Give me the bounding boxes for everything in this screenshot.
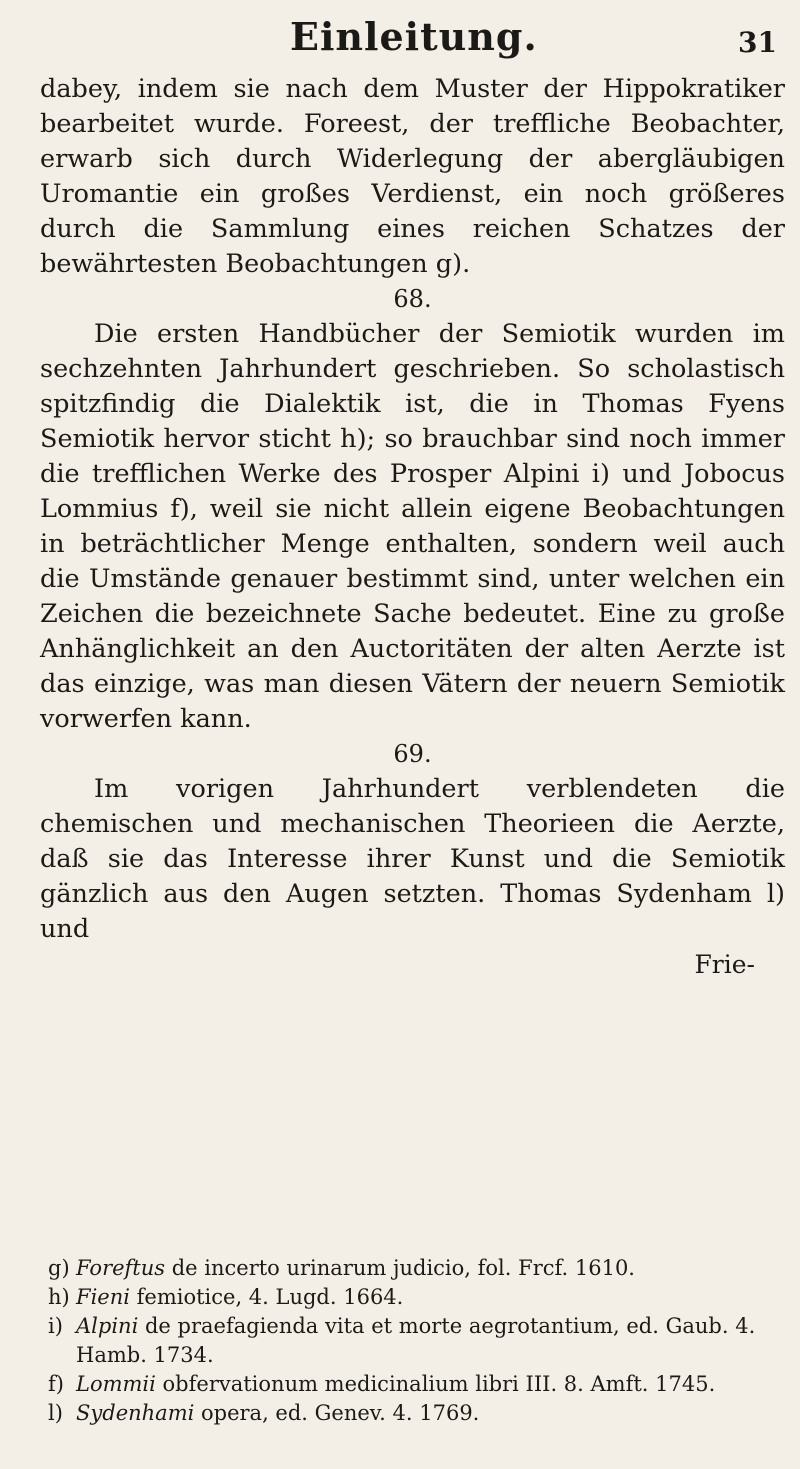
footnote-text: opera, ed. Genev. 4. 1769. [194,1401,480,1425]
footnote-mark: h) [48,1285,70,1309]
footnote-author: Alpini [76,1314,139,1338]
section-number-68: 68. [393,285,432,313]
footnote-text: de incerto urinarum judicio, fol. Frcf. 1610. [165,1256,635,1280]
footnote [48,1312,788,1370]
footnote-author: Sydenhami [76,1401,195,1425]
footnote-text: femiotice, 4. Lugd. 1664. [129,1285,404,1309]
footnote-mark: g) [48,1256,70,1280]
footnotes [48,1254,788,1428]
footnote-text: obfervationum medicinalium libri III. 8. Amft. 1745. [155,1372,716,1396]
paragraph-68: Die ersten Handbücher der Semiotik wurden im sechzehnten Jahrhundert geschrieben. So scholastisch spitzfindig die Dialektik ist, die in Thomas Fyens Semiotik hervor sticht h); so brauchbar sind noch immer die trefflichen Werke des Prosper Alpini i) und Jobocus Lommius f), weil sie nicht allein eigene Beobachtungen in beträchtlicher Menge enthalten, sondern weil auch die Umstände genauer bestimmt sind, unter welchen ein Zeichen die bezeichnete Sache bedeutet. Eine zu große Anhänglichkeit an den Auctoritäten der alten Aerzte ist das einzige, was man diesen Vätern der neuern Semiotik vorwerfen kann. [40,319,785,734]
footnote [48,1283,788,1312]
paragraph-69: Im vorigen Jahrhundert verblendeten die chemischen und mechanischen Theorieen die Aerzte, daß sie das Interesse ihrer Kunst und die Semiotik gänzlich aus den Augen setzten. Thomas Sydenham l) und [40,774,785,944]
footnote-mark: i) [48,1314,63,1338]
footnote-text: de praefagienda vita et morte aegrotantium, ed. Gaub. 4. Hamb. 1734. [76,1314,756,1367]
chapter-title: Einleitung. [290,14,538,59]
footnote-author: Foreftus [76,1256,166,1280]
running-head [0,10,800,70]
footnote-mark: f) [48,1372,64,1396]
footnote-author: Lommii [76,1372,156,1396]
section-number-69: 69. [393,740,432,768]
footnote-mark: l) [48,1401,63,1425]
footnote [48,1254,788,1283]
page-number: 31 [738,26,777,59]
catchword: Frie- [694,950,755,979]
footnote [48,1399,788,1428]
body-text [40,72,785,982]
footnote-author: Fieni [76,1285,130,1309]
footnote [48,1370,788,1399]
paragraph-continued: dabey, indem sie nach dem Muster der Hippokratiker bearbeitet wurde. Foreest, der treffliche Beobachter, erwarb sich durch Widerlegung der abergläubigen Uromantie ein großes Verdienst, ein noch größeres durch die Sammlung eines reichen Schatzes der bewährtesten Beobachtungen g). [40,74,785,279]
